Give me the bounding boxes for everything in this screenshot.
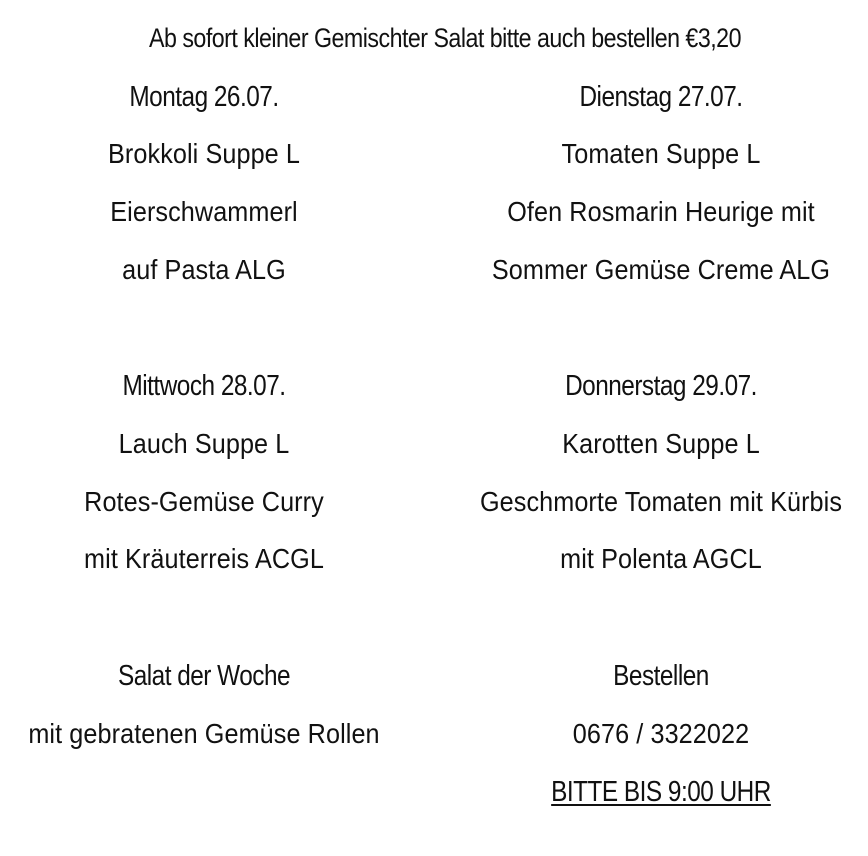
main-dish-tuesday-line1: Ofen Rosmarin Heurige mit <box>507 196 815 227</box>
soup-monday: Brokkoli Suppe L <box>108 138 300 169</box>
main-dish-thursday-line1: Geschmorte Tomaten mit Kürbis <box>479 486 843 517</box>
order-deadline: BITTE BIS 9:00 UHR <box>551 776 771 808</box>
main-dish-tuesday-line2: Sommer Gemüse Creme ALG <box>491 254 831 285</box>
main-dish-monday-line2: auf Pasta ALG <box>122 254 286 285</box>
day-title-tuesday: Dienstag 27.07. <box>579 81 743 113</box>
soup-thursday: Karotten Suppe L <box>562 428 760 459</box>
main-dish-wednesday-line1: Rotes-Gemüse Curry <box>84 486 324 517</box>
main-dish-monday-line1: Eierschwammerl <box>110 196 298 227</box>
soup-wednesday: Lauch Suppe L <box>118 428 290 459</box>
main-dish-thursday-line2: mit Polenta AGCL <box>560 543 762 574</box>
soup-tuesday: Tomaten Suppe L <box>561 138 761 169</box>
order-title: Bestellen <box>613 660 709 692</box>
salad-description: mit gebratenen Gemüse Rollen <box>28 718 380 749</box>
day-title-wednesday: Mittwoch 28.07. <box>122 370 286 402</box>
day-title-monday: Montag 26.07. <box>129 81 279 113</box>
salad-title: Salat der Woche <box>117 660 291 692</box>
order-phone: 0676 / 3322022 <box>572 718 750 749</box>
main-dish-wednesday-line2: mit Kräuterreis ACGL <box>84 543 324 574</box>
day-title-thursday: Donnerstag 29.07. <box>565 370 757 402</box>
notice-banner: Ab sofort kleiner Gemischter Salat bitte auch bestellen €3,20 <box>149 23 741 53</box>
